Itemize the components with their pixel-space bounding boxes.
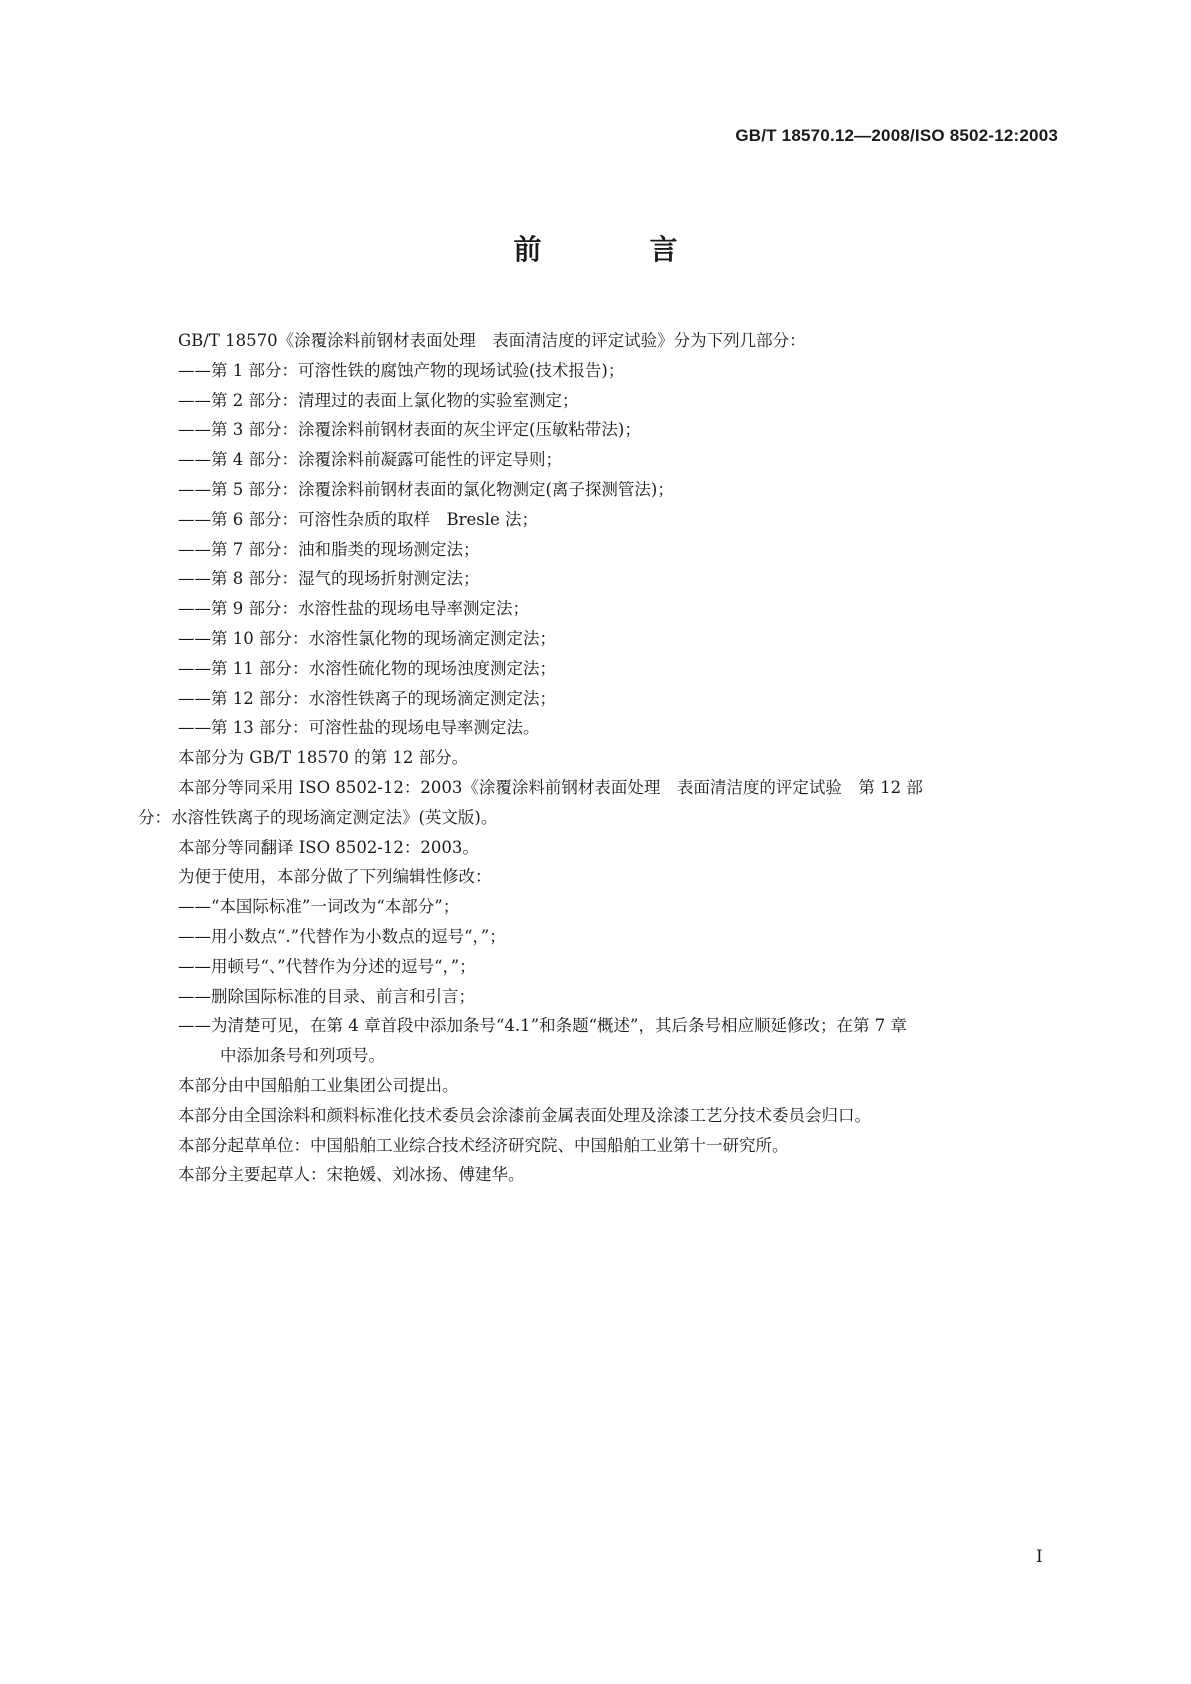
page-number: I	[1036, 1547, 1043, 1567]
list-item: ——第 2 部分：清理过的表面上氯化物的实验室测定；	[178, 390, 579, 410]
list-item: ——删除国际标准的目录、前言和引言；	[178, 986, 475, 1006]
list-item: ——第 1 部分：可溶性铁的腐蚀产物的现场试验(技术报告)；	[178, 360, 625, 380]
drafters-paragraph: 本部分主要起草人：宋艳媛、刘冰扬、傅建华。	[178, 1165, 525, 1185]
list-item: ——第 11 部分：水溶性硫化物的现场浊度测定法；	[178, 658, 556, 678]
edits-intro-paragraph: 为便于使用，本部分做了下列编辑性修改：	[178, 867, 492, 887]
list-item: ——第 7 部分：油和脂类的现场测定法；	[178, 539, 480, 559]
document-body	[138, 326, 1063, 1190]
list-item: ——第 13 部分：可溶性盐的现场电导率测定法。	[178, 718, 540, 738]
list-item: ——第 9 部分：水溶性盐的现场电导率测定法；	[178, 599, 529, 619]
this-part-paragraph: 本部分为 GB/T 18570 的第 12 部分。	[178, 748, 469, 768]
list-item: ——用顿号“、”代替作为分述的逗号“，”；	[178, 956, 476, 976]
adoption-paragraph-line2: 分：水溶性铁离子的现场滴定测定法》(英文版)。	[138, 807, 498, 827]
list-item: ——“本国际标准”一词改为“本部分”；	[178, 897, 460, 917]
centralized-paragraph: 本部分由全国涂料和颜料标准化技术委员会涂漆前金属表面处理及涂漆工艺分技术委员会归口。	[178, 1105, 871, 1125]
proposed-paragraph: 本部分由中国船舶工业集团公司提出。	[178, 1075, 459, 1095]
list-item: ——第 12 部分：水溶性铁离子的现场滴定测定法；	[178, 688, 556, 708]
list-item: ——为清楚可见，在第 4 章首段中添加条号“4.1”和条题“概述”，其后条号相应顺延修改；在第 7 章	[178, 1016, 907, 1036]
drafting-units-paragraph: 本部分起草单位：中国船舶工业综合技术经济研究院、中国船舶工业第十一研究所。	[178, 1135, 789, 1155]
list-item: ——第 10 部分：水溶性氯化物的现场滴定测定法；	[178, 628, 556, 648]
translation-paragraph: 本部分等同翻译 ISO 8502-12：2003。	[178, 837, 479, 857]
list-item: ——用小数点“.”代替作为小数点的逗号“，”；	[178, 926, 506, 946]
standard-code: GB/T 18570.12—2008/ISO 8502-12:2003	[735, 126, 1058, 145]
page-title: 前 言	[513, 233, 718, 266]
list-item: ——第 6 部分：可溶性杂质的取样 Bresle 法；	[178, 509, 539, 529]
list-item: ——第 4 部分：涂覆涂料前凝露可能性的评定导则；	[178, 450, 562, 470]
adoption-paragraph-line1: 本部分等同采用 ISO 8502-12：2003《涂覆涂料前钢材表面处理 表面清洁度的评定试验 第 12 部	[178, 777, 923, 797]
intro-paragraph: GB/T 18570《涂覆涂料前钢材表面处理 表面清洁度的评定试验》分为下列几部分：	[178, 331, 806, 350]
list-item: ——第 3 部分：涂覆涂料前钢材表面的灰尘评定(压敏粘带法)；	[178, 420, 641, 440]
list-item: ——第 8 部分：湿气的现场折射测定法；	[178, 569, 480, 589]
list-item: ——第 5 部分：涂覆涂料前钢材表面的氯化物测定(离子探测管法)；	[178, 479, 674, 499]
list-item-continuation: 中添加条号和列项号。	[220, 1046, 385, 1066]
